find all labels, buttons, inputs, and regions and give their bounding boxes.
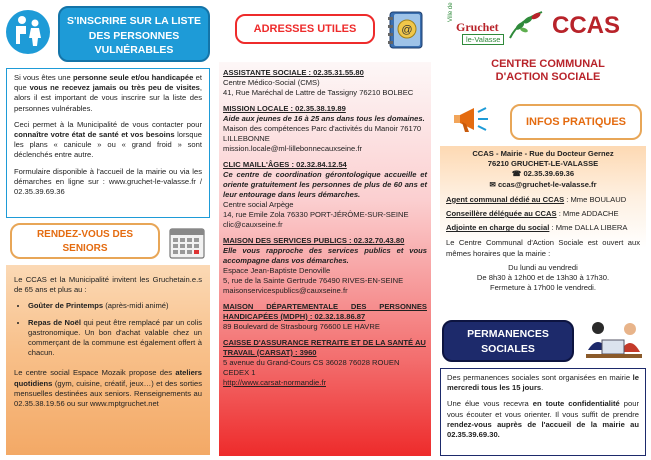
public-services-section — [223, 236, 427, 296]
section-description: Ce centre de coordination gérontologique accueille et oriente gratuitement les personnes de plus de 60 ans et leur entourage dans leurs démarches. — [223, 170, 427, 199]
mission-locale-section — [223, 104, 427, 154]
meeting-icon — [582, 318, 644, 364]
phone-icon: ☎ — [511, 169, 524, 179]
mdph-section — [223, 302, 427, 332]
carsat-link[interactable]: http://www.carsat-normandie.fr — [223, 378, 326, 387]
seniors-outro: Le centre social Espace Mozaik propose des ateliers quotidiens (gym, cuisine, créatif, jeux…) et des sorties mensuelles destinées aux seniors. Renseignements au 02.35.38.19.56 ou sur www.mptgruchet.net — [14, 368, 202, 409]
practical-info-banner — [510, 104, 642, 140]
seniors-list — [14, 301, 202, 358]
social-permanences-panel — [440, 368, 646, 456]
address-line: 76210 GRUCHET-LE-VALASSE — [487, 159, 599, 169]
hours-line: De 8h30 à 12h00 et de 13h30 à 17h30. — [476, 273, 610, 283]
subtitle-line: CENTRE COMMUNAL — [491, 58, 605, 70]
practical-info-panel — [440, 146, 646, 316]
town-logo — [448, 2, 548, 60]
email-line — [446, 180, 640, 190]
email-line: clic@cauxseine.fr — [223, 220, 283, 229]
list-item: • Goûter de Printemps (après-midi animé) — [28, 301, 202, 311]
useful-addresses-panel — [219, 62, 431, 456]
hours-line: Fermeture à 17h00 le vendredi. — [490, 283, 596, 293]
address-line: 89 Boulevard de Strasbourg 76600 LE HAVRE — [223, 322, 380, 331]
mdph-title: MAISON DÉPARTEMENTALE DES PERSONNES HANDICAPÉES (MDPH) : 02.32.18.86.87 — [223, 302, 427, 321]
hours-line: Du lundi au vendredi — [508, 262, 578, 272]
practical-info-title: INFOS PRATIQUES — [525, 116, 627, 128]
seniors-intro: Le CCAS et la Municipalité invitent les Gruchetain.e.s de 65 ans et plus au : — [14, 275, 202, 295]
carsat-title: CAISSE D'ASSURANCE RETRAITE ET DE LA SANTÉ AU TRAVAIL (CARSAT) : 3960 — [223, 338, 426, 357]
opening-hours — [446, 263, 640, 294]
email-line: maisonservicespublics@cauxseine.fr — [223, 286, 348, 295]
address-line: Espace Jean-Baptiste Denoville — [223, 266, 331, 275]
ccas-subtitle — [450, 58, 646, 84]
ville-de-label: Ville de — [448, 2, 454, 22]
address-line: 5 avenue du Grand-Cours CS 36028 76028 ROUEN CEDEX 1 — [223, 358, 400, 377]
carsat-section — [223, 338, 427, 388]
staff-agent: Agent communal dédié au CCAS : Mme BOULAUD — [446, 194, 627, 204]
social-permanences-banner — [442, 320, 574, 362]
town-name-suffix: le-Valasse — [462, 34, 504, 45]
leaf-logo-icon — [506, 8, 546, 40]
address-line: Centre social Arpège — [223, 200, 294, 209]
social-assistant-title: ASSISTANTE SOCIALE : 02.35.31.55.80 — [223, 68, 364, 77]
clic-title: CLIC MAILL'ÂGES : 02.32.84.12.54 — [223, 160, 347, 169]
address-line: Maison des compétences Parc d'activités du Manoir 76170 LILLEBONNE — [223, 124, 422, 143]
permanences-paragraph-2: Une élue vous recevra en toute confidentialité pour vous écouter et vous orienter. Il vous suffit de prendre rendez-vous auprès de l'accueil de la mairie au 02.35.39.69.30. — [447, 399, 639, 440]
vulnerable-list-panel — [6, 68, 210, 218]
town-name: Gruchet — [456, 20, 499, 34]
mission-locale-title: MISSION LOCALE : 02.35.38.19.89 — [223, 104, 346, 113]
opening-hours-intro: Le Centre Communal d'Action Sociale est ouvert aux mêmes horaires que la mairie : — [446, 238, 640, 258]
seniors-panel — [6, 265, 210, 455]
public-services-title: MAISON DES SERVICES PUBLICS : 02.32.70.43.80 — [223, 236, 405, 245]
vulnerable-paragraph-2: Ceci permet à la Municipalité de vous contacter pour connaître votre état de santé et vos besoins lorsque les plans « canicule » ou « grand froid » sont déclenchés entre autre. — [14, 119, 202, 160]
seniors-banner — [10, 223, 160, 259]
seniors-title: RENDEZ-VOUS DES SENIORS — [36, 229, 134, 254]
email-line: mission.locale@ml-lillebonnecauxseine.fr — [223, 144, 362, 153]
address-line: 14, rue Emile Zola 76330 PORT-JÉRÔME-SUR-SEINE — [223, 210, 409, 219]
megaphone-icon — [452, 100, 492, 140]
address-line: 5, rue de la Sainte Gertrude 76490 RIVES-EN-SEINE — [223, 276, 404, 285]
staff-adjointe: Adjointe en charge du social : Mme DALLA LIBERA — [446, 223, 628, 233]
address-line: 41, Rue Maréchal de Lattre de Tassigny 76210 BOLBEC — [223, 88, 414, 97]
staff-conseillere: Conseillère déléguée au CCAS : Mme ADDACHE — [446, 209, 619, 219]
accessibility-icon — [6, 10, 50, 54]
ccas-title: CCAS — [552, 12, 621, 39]
address-book-icon — [386, 8, 428, 52]
ccas-address — [446, 149, 640, 190]
vulnerable-paragraph-3: Formulaire disponible à l'accueil de la mairie ou via les démarches en ligne sur : www.gruchet-le-valasse.fr / 02.35.39.69.36 — [14, 166, 202, 197]
social-assistant-section — [223, 68, 427, 98]
subtitle-line: D'ACTION SOCIALE — [495, 71, 601, 83]
permanences-paragraph-1: Des permanences sociales sont organisées en mairie le mercredi tous les 15 jours. — [447, 373, 639, 393]
useful-addresses-title: ADRESSES UTILES — [253, 23, 357, 35]
list-item: • Repas de Noël qui peut être remplacé par un colis gastronomique. Un bon d'achat valable chez un commerçant de la commune est également offert à chacun. — [28, 318, 202, 359]
useful-addresses-banner — [235, 14, 375, 44]
address-line: Centre Médico-Social (CMS) — [223, 78, 320, 87]
vulnerable-paragraph-1: Si vous êtes une personne seule et/ou handicapée et que vous ne recevez jamais ou très peu de visites, alors il est important de vous inscrire sur la liste des personnes vulnérables. — [14, 73, 203, 113]
email-address: ccas@gruchet-le-valasse.fr — [497, 179, 597, 189]
phone-line — [446, 169, 640, 179]
phone-number: 02.35.39.69.36 — [523, 169, 575, 179]
section-description: Aide aux jeunes de 16 à 25 ans dans tous les domaines. — [223, 114, 425, 123]
vulnerable-list-title: S'INSCRIRE SUR LA LISTE DES PERSONNES VULNÉRABLES — [67, 15, 201, 56]
calendar-icon — [168, 224, 206, 260]
svg-text:@: @ — [401, 24, 413, 36]
vulnerable-list-banner — [58, 6, 210, 62]
address-line: CCAS - Mairie - Rue du Docteur Gernez — [472, 149, 614, 158]
envelope-icon: ✉ — [489, 179, 498, 189]
social-permanences-title: PERMANENCES SOCIALES — [467, 328, 549, 355]
clic-section — [223, 160, 427, 230]
section-description: Elle vous rapproche des services publics et vous accompagne dans vos démarches. — [223, 246, 427, 265]
